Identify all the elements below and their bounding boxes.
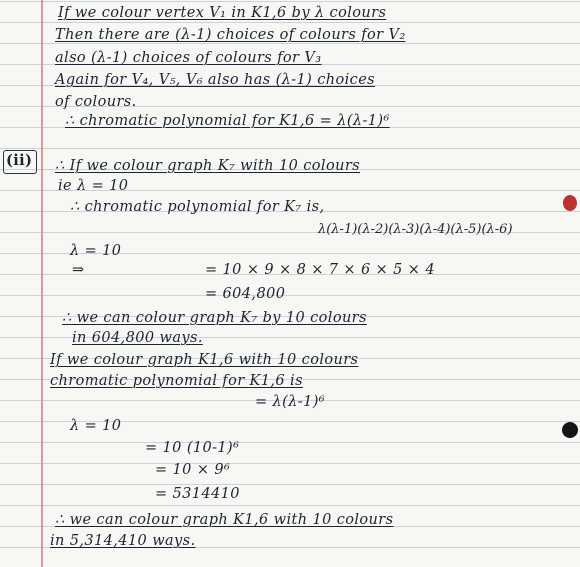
text-line-19: = λ(λ-1)⁶ <box>255 394 325 410</box>
text-line-4: Again for V₄, V₅, V₆ also has (λ-1) choices <box>55 72 376 88</box>
text-line-3: also (λ-1) choices of colours for V₃ <box>55 50 322 66</box>
text-line-22: = 10 × 9⁶ <box>155 462 231 478</box>
ink-blot-black <box>562 422 578 438</box>
text-line-1: If we colour vertex V₁ in K1,6 by λ colours <box>58 5 387 21</box>
text-line-23: = 5314410 <box>155 486 240 502</box>
text-line-16: in 604,800 ways. <box>72 330 203 346</box>
text-line-11: λ = 10 <box>70 243 122 259</box>
text-line-15: ∴ we can colour graph K₇ by 10 colours <box>62 310 367 326</box>
text-line-13: = 10 × 9 × 8 × 7 × 6 × 5 × 4 <box>205 262 435 278</box>
text-line-8: ie λ = 10 <box>58 178 129 194</box>
text-line-20: λ = 10 <box>70 418 122 434</box>
text-line-14: = 604,800 <box>205 286 286 302</box>
text-line-17: If we colour graph K1,6 with 10 colours <box>50 352 359 368</box>
text-line-6: ∴ chromatic polynomial for K1,6 = λ(λ-1)⁶ <box>65 113 390 129</box>
text-line-5: of colours. <box>55 94 137 110</box>
text-line-7: ∴ If we colour graph K₇ with 10 colours <box>55 158 360 174</box>
text-line-21: = 10 (10-1)⁶ <box>145 440 240 456</box>
text-line-10: λ(λ-1)(λ-2)(λ-3)(λ-4)(λ-5)(λ-6) <box>318 222 513 237</box>
text-line-9: ∴ chromatic polynomial for K₇ is, <box>70 199 325 215</box>
margin-line <box>41 0 43 567</box>
ink-blot-red <box>563 195 577 211</box>
text-line-25: in 5,314,410 ways. <box>50 533 196 549</box>
text-line-12: ⇒ <box>72 262 85 278</box>
text-line-2: Then there are (λ-1) choices of colours for V₂ <box>55 27 406 43</box>
part-label: (ii) <box>6 152 33 169</box>
text-line-24: ∴ we can colour graph K1,6 with 10 colours <box>55 512 394 528</box>
text-line-18: chromatic polynomial for K1,6 is <box>50 373 303 389</box>
